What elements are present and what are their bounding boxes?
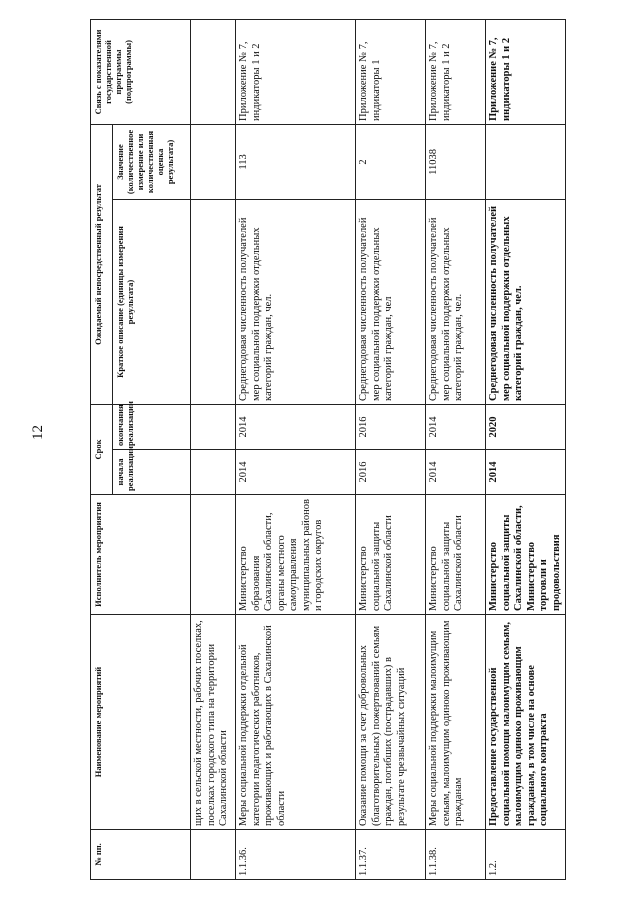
header-row [91,19,113,879]
header-result-desc: Краткое описание (единицы измерения результата) [113,199,191,404]
cell-num: 1.2. [486,830,566,880]
header-num: № пп. [91,830,191,880]
table-row [236,19,356,879]
cell-executor: Министерство образования Сахалинской области, органы местного самоуправления муниципальных районов и городских округов [236,495,356,615]
table-row-continuation [191,19,236,879]
cell-executor: Министерство социальной защиты Сахалинской области [356,495,426,615]
cell-name: Меры социальной поддержки отдельной категории педагогических работников, проживающих и работающих в Сахалинской области [236,615,356,830]
activities-table [90,19,566,880]
cell-end: 2014 [236,404,356,449]
cell-start: 2014 [486,450,566,495]
cell-link: Приложение № 7, индикаторы 1 и 2 [486,19,566,124]
cell-end: 2014 [426,404,486,449]
cell-num: 1.1.37. [356,830,426,880]
page-number: 12 [30,425,46,440]
cell-executor: Министерство социальной защиты Сахалинской области [426,495,486,615]
cell-num: 1.1.38. [426,830,486,880]
cell-name: Оказание помощи за счет добровольных (благотворительных) пожертвований семьям граждан, погибших (пострадавших) в результате чрезвычайных ситуаций [356,615,426,830]
header-result-value: Значение (количественное измерение или количественная оценка результата) [113,124,191,199]
header-term-start: начала реализации [113,450,191,495]
cell-start: 2014 [426,450,486,495]
cell-end: 2016 [356,404,426,449]
cell-name: Меры социальной поддержки малоимущим семьям, малоимущим одиноко проживающим гражданам [426,615,486,830]
cell-link: Приложение № 7, индикаторы 1 [356,19,426,124]
cell-value [486,124,566,199]
cell-name: щих в сельской местности, рабочих поселках, поселках городского типа на территории Сахалинской области [191,615,236,830]
table-row [356,19,426,879]
cell-link: Приложение № 7, индикаторы 1 и 2 [236,19,356,124]
cell-start: 2016 [356,450,426,495]
header-result: Ожидаемый непосредственный результат [91,124,113,404]
cell-executor: Министерство социальной защиты Сахалинской области, Министерство торговли и продовольствия [486,495,566,615]
cell-link: Приложение № 7, индикаторы 1 и 2 [426,19,486,124]
table-row [426,19,486,879]
cell-desc: Среднегодовая численность получателей мер социальной поддержки отдельных категорий граждан, чел. [236,199,356,404]
cell-name: Предоставление государственной социальной помощи малоимущим семьям, малоимущим одиноко проживающим гражданам, в том числе на основе социального контракта [486,615,566,830]
cell-num: 1.1.36. [236,830,356,880]
cell-start: 2014 [236,450,356,495]
header-term-end: окончания реализации [113,404,191,449]
cell-desc: Среднегодовая численность получателей мер социальной поддержки отдельных категорий граждан, чел [356,199,426,404]
header-link: Связь с показателями государственной программы (подпрограммы) [91,19,191,124]
cell-value: 113 [236,124,356,199]
header-name: Наименование мероприятий [91,615,191,830]
cell-desc: Среднегодовая численность получателей мер социальной поддержки отдельных категорий граждан, чел. [426,199,486,404]
cell-value: 2 [356,124,426,199]
cell-desc: Среднегодовая численность получателей мер социальной поддержки отдельных категорий граждан, чел. [486,199,566,404]
cell-value: 11038 [426,124,486,199]
cell-end: 2020 [486,404,566,449]
header-term: Срок [91,404,113,494]
header-executor: Исполнитель мероприятия [91,495,191,615]
table-row [486,19,566,879]
